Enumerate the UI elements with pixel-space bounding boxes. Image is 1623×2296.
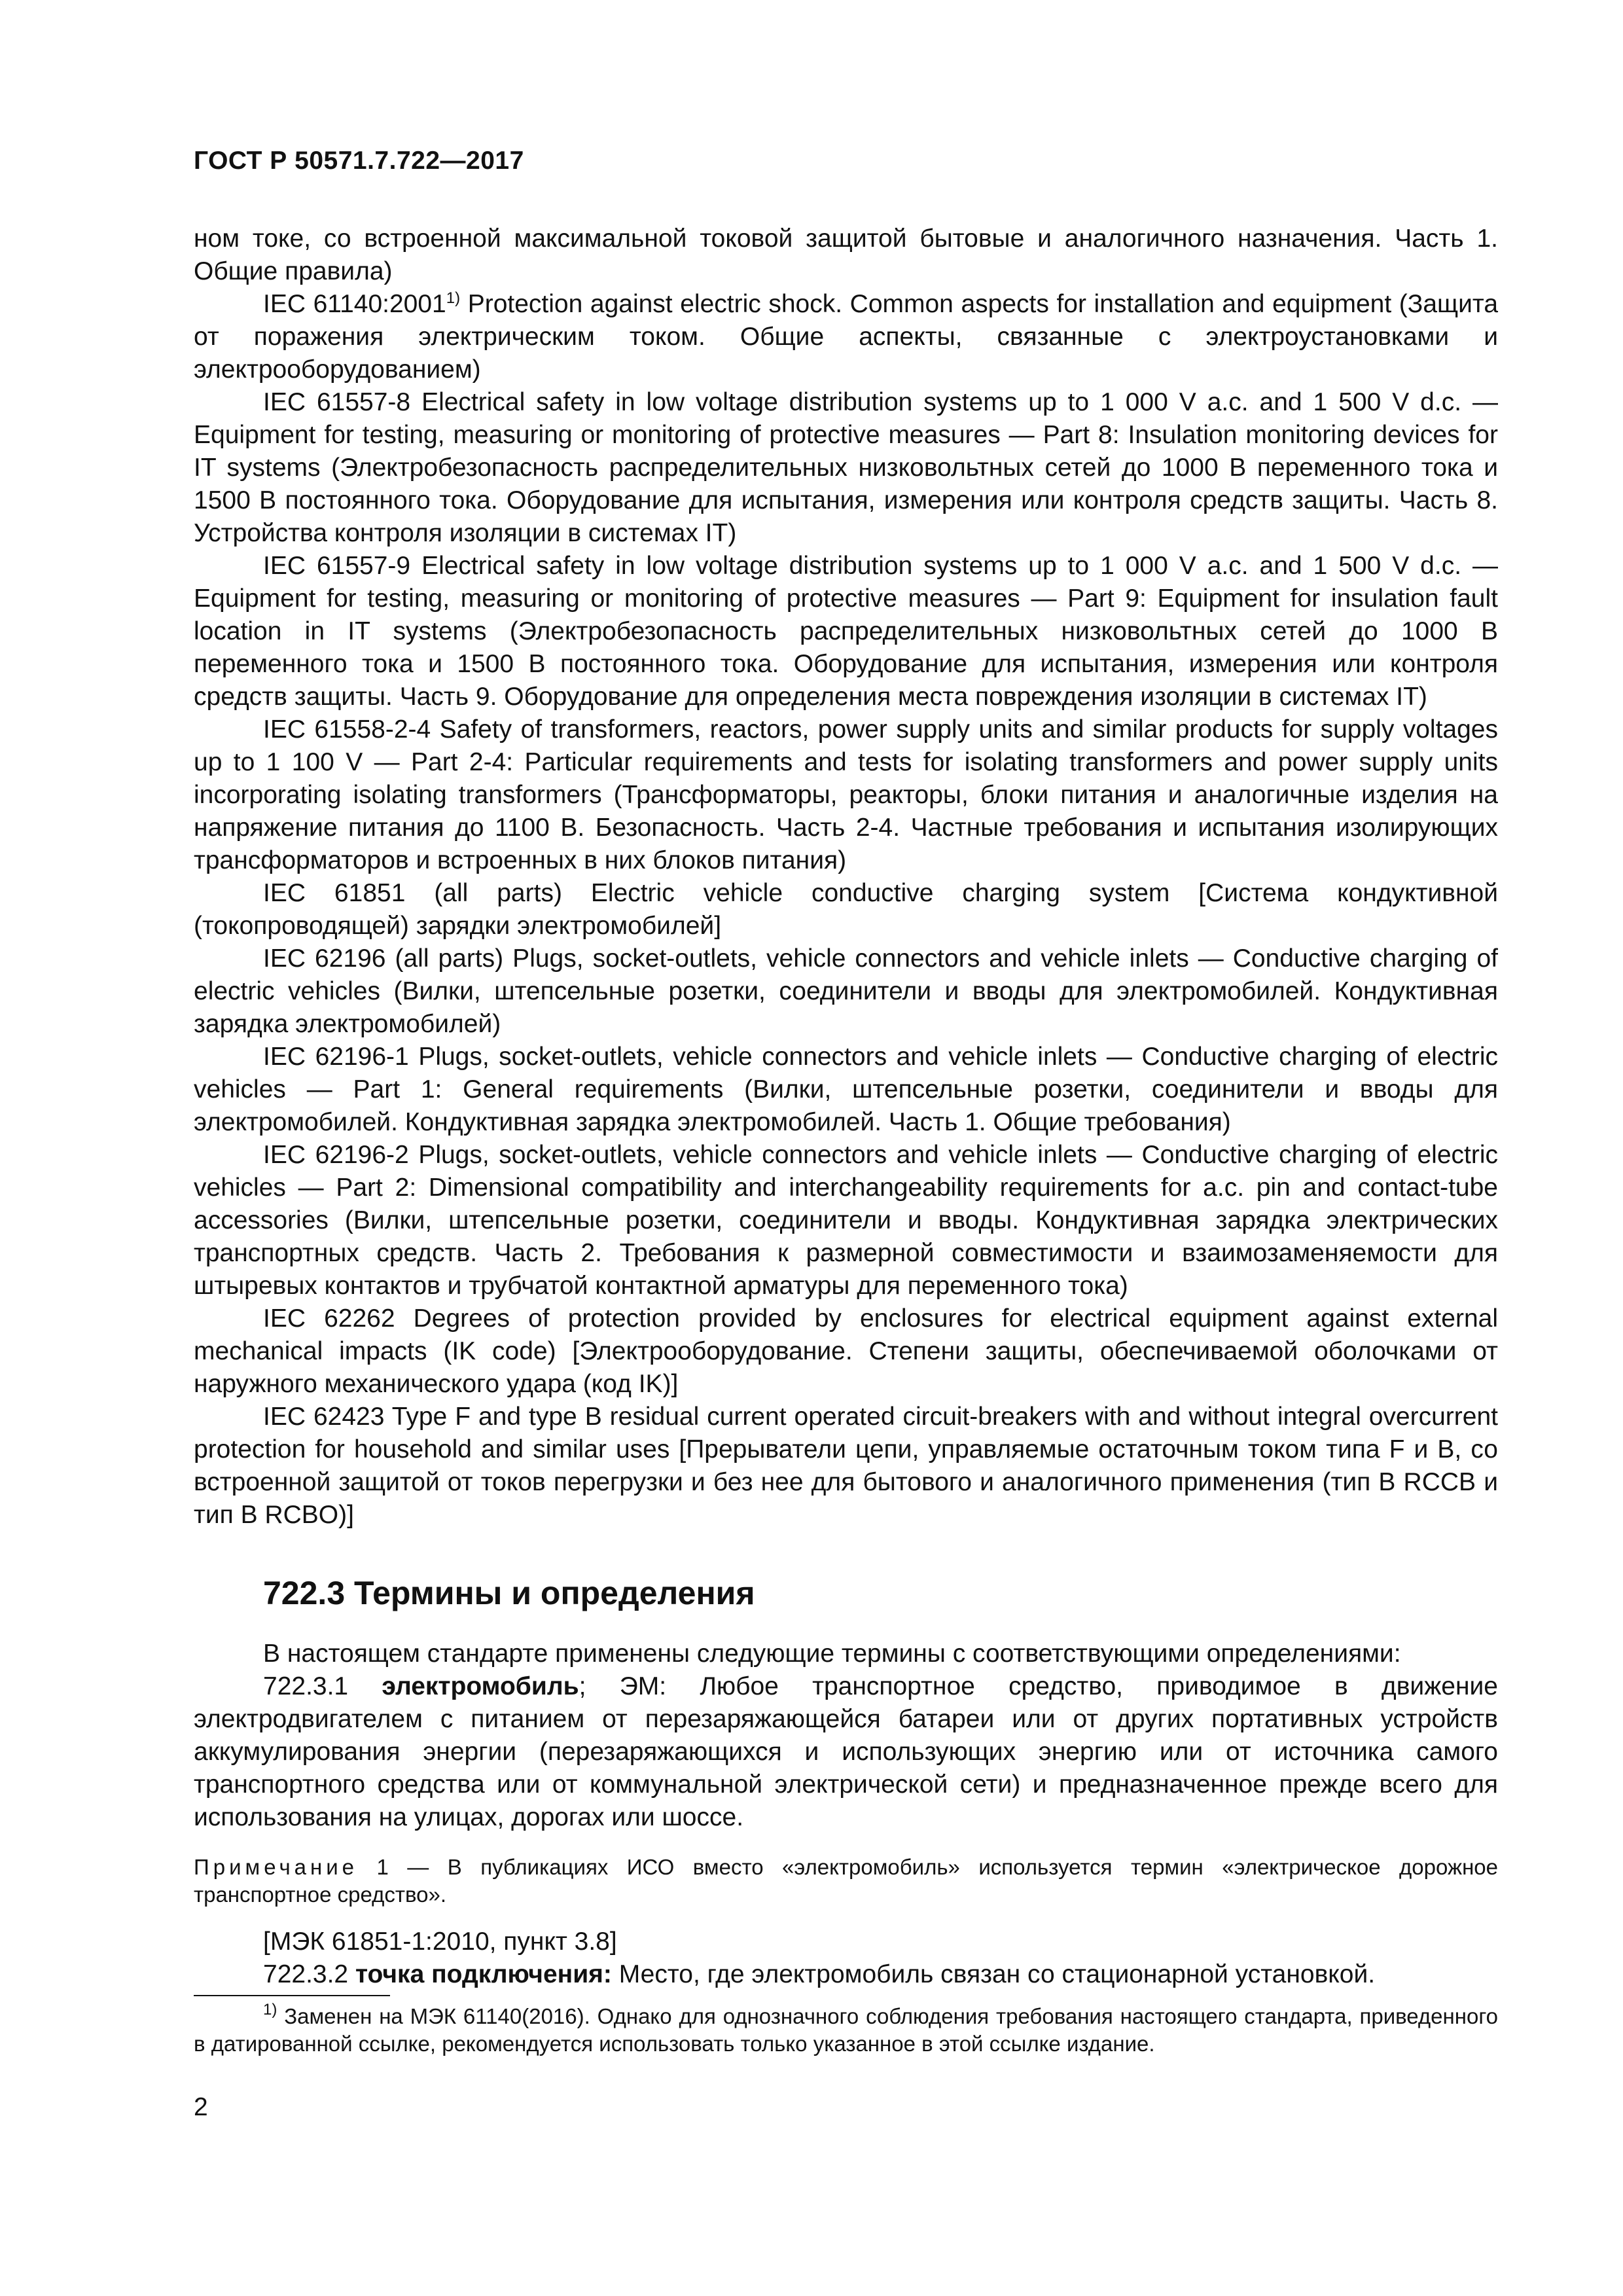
- source-reference: [МЭК 61851-1:2010, пункт 3.8]: [263, 1928, 617, 1956]
- section-heading: 722.3 Термины и определения: [263, 1575, 755, 1611]
- reference-code: IEC 61851: [263, 879, 406, 907]
- reference-text: Plugs, socket-outlets, vehicle connectors and vehicle inlets — Conductive charging of electric vehicles — Part 1: General requirements (Вилки, штепсельные розетки, соединители и вводы для электромобилей. Кондуктивная зарядка электромобилей. Часть 1. Общие требования): [194, 1043, 1498, 1136]
- reference-text: (all parts) Plugs, socket-outlets, vehicle connectors and vehicle inlets — Conductive charging of electric vehicles (Вилки, штепсельные розетки, соединители и вводы для электромобилей. Кондуктивная зарядка электромобилей): [194, 944, 1498, 1038]
- reference-code: IEC 62262: [263, 1304, 395, 1333]
- reference-item: [194, 1041, 1498, 1139]
- reference-text: Type F and type B residual current operated circuit-breakers with and without integral overcurrent protection for household and similar uses [Прерыватели цепи, управляемые остаточным током типа F и B, со встроенной защитой от токов перегрузки и без нее для бытового и аналогичного применения (тип B RCCB и тип B RCBO)]: [194, 1403, 1498, 1529]
- footnote: [194, 2003, 1498, 2058]
- reference-item: [194, 288, 1498, 386]
- reference-item: [194, 386, 1498, 550]
- term-definition: [194, 1670, 1498, 1834]
- term-definition: [194, 1958, 1498, 1991]
- reference-text: Protection against electric shock. Common aspects for installation and equipment (Защита от поражения электрическим током. Общие аспекты, связанные с электроустановками и электрооборудованием): [194, 290, 1499, 384]
- footnote-text: [194, 2003, 1498, 2058]
- reference-item: [194, 1302, 1498, 1401]
- reference-text: Plugs, socket-outlets, vehicle connectors and vehicle inlets — Conductive charging of electric vehicles — Part 2: Dimensional compatibility and interchangeability requirements for a.c. pin and contact-tube accessories (Вилки, штепсельные розетки, соединители и вводы. Кондуктивная зарядка электрических транспортных средств. Часть 2. Требования к размерной совместимости и взаимозаменяемости для штыревых контактов и трубчатой контактной арматуры для переменного тока): [194, 1141, 1498, 1300]
- reference-text: Electrical safety in low voltage distribution systems up to 1 000 V a.c. and 1 500 V d.c. — Equipment for testing, measuring or monitoring of protective measures — Part 9: Equipment for insulation fault location in IT systems (Электробезопасность распределительных низковольтных сетей до 1000 В переменного тока и 1500 В постоянного тока. Оборудование для испытания, измерения или контроля средств защиты. Часть 9. Оборудование для определения места повреждения изоляции в системах IT): [194, 552, 1499, 711]
- reference-text: Electrical safety in low voltage distribution systems up to 1 000 V a.c. and 1 500 V d.c. — Equipment for testing, measuring or monitoring of protective measures — Part 8: Insulation monitoring devices for IT systems (Электробезопасность распределительных низковольтных сетей до 1000 В переменного тока и 1500 В постоянного тока. Оборудование для испытания, измерения или контроля средств защиты. Часть 8. Устройства контроля изоляции в системах IT): [194, 388, 1499, 547]
- term-name: электромобиль: [382, 1672, 579, 1700]
- note: [194, 1854, 1498, 1909]
- term-name: точка подключения:: [355, 1960, 612, 1988]
- reference-code: IEC 61557-8: [263, 388, 411, 416]
- reference-item: [194, 550, 1498, 713]
- reference-item: [194, 942, 1498, 1041]
- footnote-mark: 1): [263, 2001, 277, 2018]
- page-number: 2: [194, 2093, 208, 2121]
- reference-text: Safety of transformers, reactors, power supply units and similar products for supply voltages up to 1 100 V — Part 2-4: Particular requirements and tests for isolating transformers and power supply units incorporating isolating transformers (Трансформаторы, реакторы, блоки питания и аналогичные изделия на напряжение питания до 1100 В. Безопасность. Часть 2-4. Частные требования и испытания изолирующих трансформаторов и встроенных в них блоков питания): [194, 715, 1498, 874]
- reference-item: [194, 713, 1498, 877]
- term-text: Место, где электромобиль связан со стационарной установкой.: [611, 1960, 1376, 1988]
- document-header: ГОСТ Р 50571.7.722—2017: [194, 147, 524, 175]
- reference-code: IEC 62423: [263, 1403, 385, 1431]
- term-text: ; ЭМ: Любое транспортное средство, приводимое в движение электродвигателем с питанием от перезаряжающейся батареи или от других портативных устройств аккумулирования энергии (перезаряжающихся и использующих энергию или от источника самого транспортного средства или от коммунальной электрической сети) и предназначенное прежде всего для использования на улицах, дорогах или шоссе.: [194, 1672, 1498, 1831]
- reference-continuation: [194, 223, 1498, 288]
- reference-text: Degrees of protection provided by enclosures for electrical equipment against external mechanical impacts (IK code) [Электрооборудование. Степени защиты, обеспечиваемой оболочками от наружного механического удара (код IK)]: [194, 1304, 1498, 1398]
- section-intro: В настоящем стандарте применены следующие термины с соответствующими определениями:: [263, 1640, 1401, 1668]
- reference-code: IEC 61557-9: [263, 552, 411, 580]
- footnote-divider: [194, 1995, 390, 1996]
- reference-code: IEC 62196-2: [263, 1141, 409, 1169]
- reference-code: IEC 62196-1: [263, 1043, 409, 1071]
- term-number: 722.3.1: [263, 1672, 382, 1700]
- reference-item: [194, 1401, 1498, 1532]
- term-number: 722.3.2: [263, 1960, 355, 1988]
- footnote-ref: 1): [446, 289, 461, 307]
- reference-code: IEC 61140:2001: [263, 290, 446, 318]
- note-text: 1 — В публикациях ИСО вместо «электромобиль» используется термин «электрическое дорожное транспортное средство».: [194, 1855, 1498, 1907]
- reference-code: IEC 61558-2-4: [263, 715, 431, 744]
- footnote-body: Заменен на МЭК 61140(2016). Однако для однозначного соблюдения требования настоящего стандарта, приведенного в датированной ссылке, рекомендуется использовать только указанное в этой ссылке издание.: [194, 2004, 1498, 2056]
- reference-text: ном токе, со встроенной максимальной токовой защитой бытовые и аналогичного назначения. Часть 1. Общие правила): [194, 224, 1498, 285]
- reference-item: [194, 877, 1498, 942]
- page-content: [194, 223, 1498, 1991]
- reference-item: [194, 1139, 1498, 1302]
- reference-text: (all parts) Electric vehicle conductive charging system [Система кондуктивной (токопроводящей) зарядки электромобилей]: [194, 879, 1498, 940]
- note-label: Примечание: [194, 1855, 359, 1879]
- reference-code: IEC 62196: [263, 944, 386, 973]
